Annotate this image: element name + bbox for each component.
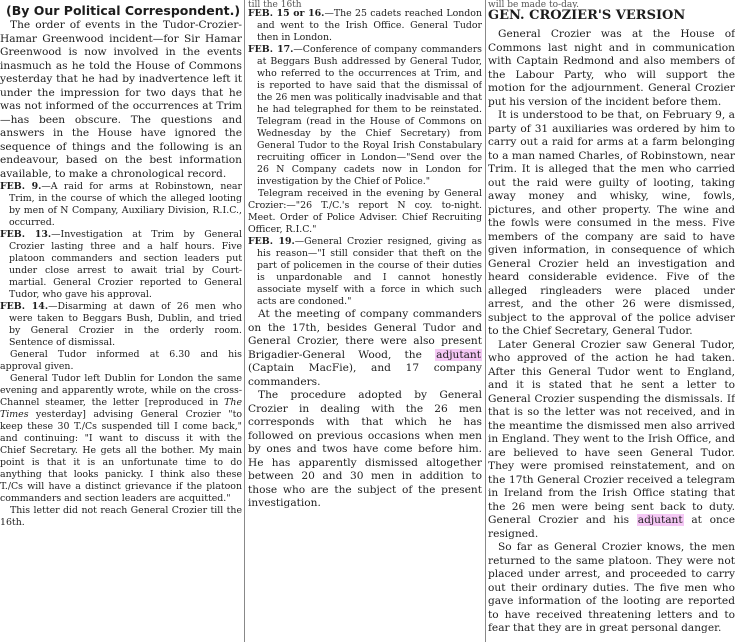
version-paragraph-3 [488,339,735,542]
column-right [488,0,735,642]
highlighted-adjutant-right: adjutant [637,514,683,526]
entry-feb17-text: —Conference of company commanders at Beggars Bush addressed by General Tudor, who referred to the occurrences at Trim, and is reported to have said that the dismissal of the 26 men was politically inadvisable and that he had telegraphed for them to be reinstated. Telegram (read in the House of Commons on Wednesday by the Chief Secretary) from General Tudor to the Royal Irish Constabulary recruiting officer in London—"Send over the 26 N Company cadets now in London for investigation by the Chief of Police." [257,44,482,187]
entry-feb9-date: FEB. 9. [0,181,42,192]
entry-feb9-text: —A raid for arms at Robinstown, near Trim, in the course of which the alleged looting by men of N Company, Auxiliary Division, R.I.C., occurred. [9,181,242,228]
version-p3-post: at once resigned. [488,514,735,540]
highlighted-adjutant: adjutant [436,348,481,361]
column-left [0,0,242,642]
entry-feb13-text: —Investigation at Trim by General Crozier lasting three and a half hours. Five platoon commanders and section leaders put under close arrest to await trial by Court-martial. General Crozier reported to General Tudor, who gave his approval. [9,229,242,300]
top-cut-text: till the 16th [248,0,302,8]
entry-feb15-date: FEB. 15 or 16. [248,8,325,19]
entry-feb14-date: FEB. 14. [0,301,49,312]
entry-feb14-text: —Disarming at dawn of 26 men who were taken to Beggars Bush, Dublin, and tried by General Crozier in the orderly room. Sentence of dismissal. [9,301,242,348]
tudor-informed-paragraph: General Tudor informed at 6.30 and his approval given. [0,349,242,372]
meeting-paragraph [248,308,482,389]
meeting-pre: At the meeting of company commanders on the 17th, besides General Tudor and General Crozier, there were also present Brigadier-General Wood, the [248,308,482,361]
telegram-evening-paragraph: Telegram received in the evening by General Crozier:—"26 T./C.'s report N coy. to-night. Meet. Order of Police Adviser. Chief Recruiting Officer, R.I.C." [248,188,482,235]
column-middle [248,0,482,642]
section-heading: GEN. CROZIER'S VERSION [488,8,686,23]
entry-feb17 [248,44,482,188]
entry-feb19-date: FEB. 19. [248,236,295,247]
version-paragraph-1: General Crozier was at the House of Commons last night and in communication with Captain Redmond and also members of the Labour Party, who will support the motion for the adjournment. General Crozier put his version of the incident before them. [488,28,735,108]
column-divider-1 [244,0,245,642]
byline-heading: (By Our Political Correspondent.) [6,3,241,18]
tudor-letter-pre: General Tudor left Dublin for London the same evening and apparently wrote, while on the cross-Channel steamer, the letter [reproduced in [0,373,242,408]
entry-feb15 [248,8,482,44]
tudor-letter-post: yesterday] advising General Crozier "to keep these 30 T./Cs suspended till I come back," and continuing: "I want to discuss it with the Chief Secretary. He gets all the bother. My main point is that it is an unfortunate time to do anything that looks panicky. I think also these T./Cs will have a distinct grievance if the platoon commanders and section leaders are acquitted." [0,409,242,504]
entry-feb17-date: FEB. 17. [248,44,294,55]
letter-not-reach-paragraph: This letter did not reach General Crozier till the 16th. [0,505,242,528]
entry-feb13-date: FEB. 13. [0,229,52,240]
entry-feb13 [0,229,242,301]
the-times-reference: The Times [0,397,242,420]
entry-feb14 [0,301,242,349]
entry-feb15-text: —The 25 cadets reached London and went to the Irish Office. General Tudor then in London. [257,8,482,43]
procedure-paragraph: The procedure adopted by General Crozier in dealing with the 26 men corresponds with that which he has followed on previous occasions when men by ones and twos have come before him. He has apparently dismissed altogether between 20 and 30 men in addition to those who are the subject of the present investigation. [248,389,482,509]
entry-feb19 [248,236,482,308]
version-paragraph-2: It is understood to be that, on February 9, a party of 31 auxiliaries was ordered by him to carry out a raid for arms at a farm belonging to a man named Charles, of Robinstown, near Trim. It is alleged that the men who carried out the raid were guilty of looting, taking away money and whisky, wine, fowls, pictures, and other property. The wine and the fowls were consumed in the mess. Five members of the company are said to have given information, in consequence of which General Crozier held an investigation and heard considerable evidence. Five of the alleged ringleaders were placed under arrest, and the other 26 were dismissed, subject to the approval of the police adviser to the Chief Secretary, General Tudor. [488,109,735,337]
entry-feb9 [0,181,242,229]
version-paragraph-4: So far as General Crozier knows, the men returned to the same platoon. They were not placed under arrest, and proceeded to carry out their ordinary duties. The five men who gave information of the looting are reported to have received threatening letters and to fear that they are in great personal danger. [488,541,735,634]
top-cut-text-right: will be made to-day. [488,0,579,8]
column-divider-2 [485,0,486,642]
intro-paragraph: The order of events in the Tudor-Crozier-Hamar Greenwood incident—for Sir Hamar Greenwood is now involved in the events inasmuch as he told the House of Commons yesterday that he had by inadvertence left it under the impression for two days that he was not informed of the occurrences at Trim—has been obscure. The questions and answers in the House have ignored the sequence of things and the following is an endeavour, based on the best information available, to make a chronological record. [0,19,242,180]
entry-feb19-text: —General Crozier resigned, giving as his reason—"I still consider that theft on the part of policemen in the course of their duties is unpardonable and I cannot honestly associate myself with a force in which such acts are condoned." [257,236,482,307]
version-p3-pre: Later General Crozier saw General Tudor, who approved of the action he had taken. After this General Tudor went to England, and it is stated that he sent a letter to General Crozier suspending the dismissals. If that is so the letter was not received, and in the meantime the dismissed men also arrived in England. They went to the Irish Office, and are believed to have seen General Tudor. They were promised reinstatement, and on the 17th General Crozier received a telegram in Ireland from the Irish Office stating that the 26 men were being sent back to duty. General Crozier and his [488,338,735,526]
meeting-post: (Captain MacFie), and 17 company commanders. [248,362,482,388]
tudor-letter-paragraph [0,373,242,505]
